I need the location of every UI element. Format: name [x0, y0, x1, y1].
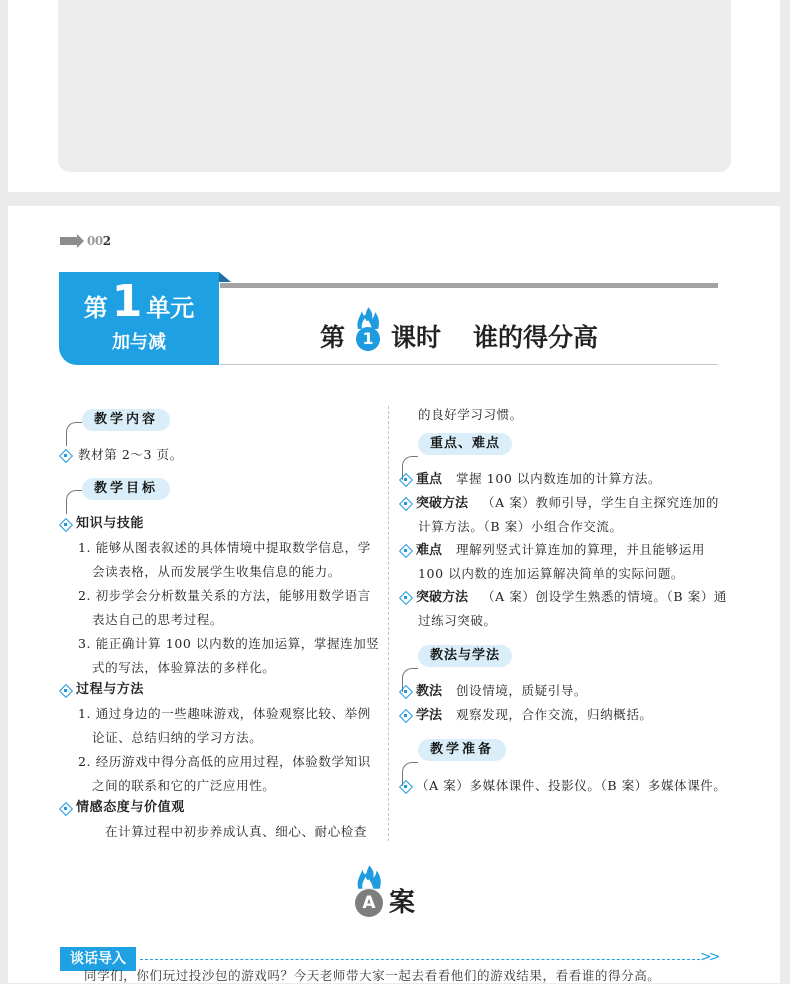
teaching-method-text: 创设情境，质疑引导。	[456, 683, 588, 698]
continued-text: 的良好学习习惯。	[418, 407, 523, 422]
knowledge-line: 3. 能正确计算 100 以内数的连加运算，掌握连加竖	[78, 636, 380, 651]
section-teaching-learning-methods: 教法与学法	[418, 645, 512, 667]
talk-intro-dashed-line	[140, 959, 700, 960]
teaching-method-label: 教法	[416, 684, 443, 699]
learning-method-text: 观察发现，合作交流，归纳概括。	[456, 707, 653, 722]
diamond-bullet-icon	[400, 498, 411, 509]
diamond-bullet-icon	[400, 686, 411, 697]
diamond-bullet-icon	[400, 474, 411, 485]
previous-page	[8, 0, 780, 192]
column-divider	[388, 406, 389, 841]
breakthrough-label: 突破方法	[416, 496, 469, 511]
process-line: 之间的联系和它的广泛应用性。	[92, 778, 276, 793]
lesson-number-badge	[351, 319, 385, 353]
difficult-point-text: 理解列竖式计算连加的算理，并且能够运用	[456, 542, 705, 557]
lesson-number: 1	[356, 327, 380, 351]
unit-name: 加与减	[112, 332, 166, 353]
unit-number: 1	[111, 276, 143, 327]
diamond-bullet-icon	[400, 592, 411, 603]
section-key-difficult: 重点、难点	[418, 433, 512, 455]
talk-intro-tag: 谈话导入	[60, 947, 136, 971]
knowledge-line: 式的写法，体验算法的多样化。	[92, 660, 276, 675]
flame-icon	[354, 865, 384, 891]
diamond-bullet-icon	[400, 710, 411, 721]
lesson-name: 谁的得分高	[473, 323, 599, 352]
page-number-digit: 2	[102, 234, 112, 248]
textbook-page	[8, 206, 780, 983]
attitude-line: 在计算过程中初步养成认真、细心、耐心检查	[105, 824, 368, 839]
unit-prefix: 第	[83, 294, 108, 322]
unit-suffix: 单元	[146, 294, 195, 322]
breakthrough-text: 计算方法。（B 案）小组合作交流。	[418, 519, 623, 534]
difficult-point-label: 难点	[416, 543, 443, 558]
cut-off-text-line	[84, 968, 704, 983]
preparation-text: （A 案）多媒体课件、投影仪。（B 案）多媒体课件。	[416, 778, 727, 793]
cut-off-text: 同学们，你们玩过投沙包的游戏吗？今天老师带大家一起去看看他们的游戏结果，看看谁的得分高。	[84, 968, 661, 983]
unit-badge	[59, 272, 219, 365]
process-line: 2. 经历游戏中得分高低的应用过程，体验数学知识	[78, 754, 371, 769]
page-number	[60, 234, 111, 248]
section-teaching-content: 教学内容	[82, 409, 170, 431]
knowledge-line: 1. 能够从图表叙述的具体情境中提取数学信息，学	[78, 540, 371, 555]
section-teaching-preparation: 教学准备	[418, 739, 506, 761]
double-chevron-right-icon: >>	[700, 949, 718, 965]
knowledge-skills-title: 知识与技能	[76, 516, 145, 531]
knowledge-line: 表达自己的思考过程。	[92, 612, 224, 627]
lesson-title	[320, 318, 598, 354]
header-bar	[220, 283, 718, 288]
lesson-suffix: 课时	[391, 323, 442, 352]
page-number-prefix: 00	[87, 234, 103, 248]
a-case-badge	[353, 881, 385, 913]
key-point-text: 掌握 100 以内数连加的计算方法。	[456, 471, 662, 486]
a-case-heading	[353, 874, 415, 919]
diamond-bullet-icon	[400, 781, 411, 792]
header-underline	[220, 364, 718, 365]
diamond-bullet-icon	[60, 450, 71, 461]
diamond-bullet-icon	[60, 803, 71, 814]
section-teaching-goals: 教学目标	[82, 478, 170, 500]
knowledge-line: 会读表格，从而发展学生收集信息的能力。	[92, 564, 341, 579]
diamond-bullet-icon	[60, 685, 71, 696]
content-text: 教材第 2～3 页。	[78, 447, 183, 462]
breakthrough-text: （A 案）教师引导，学生自主探究连加的	[482, 495, 719, 510]
process-methods-title: 过程与方法	[76, 682, 145, 697]
breakthrough-text: 过练习突破。	[418, 613, 497, 628]
diamond-bullet-icon	[60, 519, 71, 530]
breakthrough-label: 突破方法	[416, 590, 469, 605]
a-case-letter: A	[355, 889, 383, 917]
key-point-label: 重点	[416, 472, 443, 487]
diamond-bullet-icon	[400, 545, 411, 556]
difficult-point-text: 100 以内数的连加运算解决简单的实际问题。	[418, 566, 685, 581]
breakthrough-text: （A 案）创设学生熟悉的情境。（B 案）通	[482, 589, 728, 604]
arrow-right-icon	[60, 237, 78, 245]
section-hook	[66, 490, 82, 514]
learning-method-label: 学法	[416, 708, 443, 723]
knowledge-line: 2. 初步学会分析数量关系的方法，能够用数学语言	[78, 588, 371, 603]
process-line: 论证、总结归纳的学习方法。	[92, 730, 263, 745]
process-line: 1. 通过身边的一些趣味游戏，体验观察比较、举例	[78, 706, 371, 721]
lesson-prefix: 第	[320, 323, 346, 352]
a-case-text: 案	[389, 888, 416, 918]
attitude-values-title: 情感态度与价值观	[76, 800, 185, 815]
grey-content-card	[58, 0, 731, 172]
